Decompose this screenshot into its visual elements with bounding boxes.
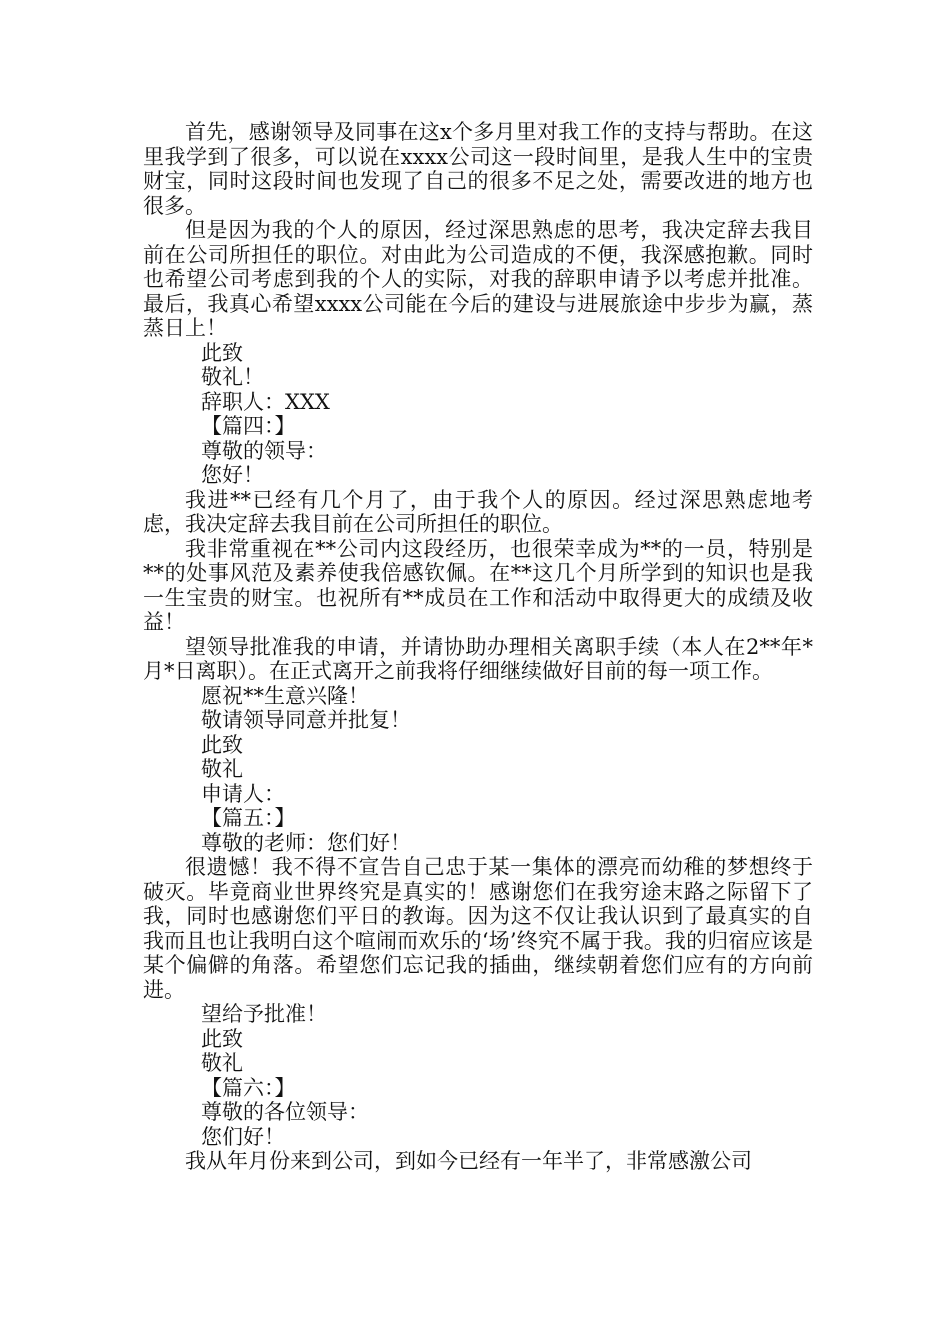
closing-cizhi-2: 此致	[201, 732, 243, 757]
closing-cizhi-3: 此致	[201, 1026, 243, 1051]
paragraph-reason: 但是因为我的个人的原因，经过深思熟虑的思考，我决定辞去我目前在公司所担任的职位。对由此为公司造成的不便，我深感抱歉。同时也希望公司考虑到我的个人的实际，对我的辞职申请予以考虑并批准。最后，我真心希望xxxx公司能在今后的建设与进展旅途中步步为赢，蒸蒸日上！	[143, 218, 813, 340]
salutation-leaders: 尊敬的各位领导：	[201, 1100, 369, 1124]
greeting: 您好！	[201, 463, 264, 487]
paragraph-experience: 我非常重视在**公司内这段经历，也很荣幸成为**的一员，特别是**的处事风范及素养使我倍感钦佩。在**这几个月所学到的知识也是我一生宝贵的财宝。也祝所有**成员在工作和活动中取得更大的成绩及收益！	[143, 536, 813, 634]
greeting-2: 您们好！	[201, 1124, 285, 1149]
closing-jingli-2: 敬礼	[201, 757, 243, 781]
paragraph-regret: 很遗憾！我不得不宣告自己忠于某一集体的漂亮而幼稚的梦想终于破灭。毕竟商业世界终究是真实的！感谢您们在我穷途末路之际留下了我，同时也感谢您们平日的教诲。因为这不仅让我认识到了最真实的自我而且也让我明白这个喧闹而欢乐的‘场’终究不属于我。我的归宿应该是某个偏僻的角落。希望您们忘记我的插曲，继续朝着您们应有的方向前进。	[143, 855, 813, 1002]
salutation-teachers: 尊敬的老师：您们好！	[201, 830, 411, 855]
approval-line: 望给予批准！	[201, 1002, 327, 1026]
document-body	[143, 120, 813, 1174]
approval-request: 敬请领导同意并批复！	[201, 708, 411, 732]
salutation-leader: 尊敬的领导：	[201, 438, 327, 463]
closing-jingli: 敬礼！	[201, 365, 264, 389]
section-heading-6: 【篇六：】	[201, 1075, 296, 1100]
paragraph-request: 望领导批准我的申请，并请协助办理相关离职手续（本人在2**年*月*日离职）。在正式离开之前我将仔细继续做好目前的每一项工作。	[143, 634, 813, 683]
signature-applicant: 申请人：	[201, 781, 285, 806]
paragraph-company-time: 我从年月份来到公司，到如今已经有一年半了，非常感激公司	[185, 1149, 752, 1173]
section-heading-4: 【篇四：】	[201, 414, 296, 438]
section-heading-5: 【篇五：】	[201, 806, 296, 830]
paragraph-entry: 我进**已经有几个月了，由于我个人的原因。经过深思熟虑地考虑，我决定辞去我目前在公司所担任的职位。	[143, 487, 813, 536]
signature-resigner: 辞职人：XXX	[201, 389, 330, 414]
wish-line: 愿祝**生意兴隆！	[201, 683, 369, 708]
closing-cizhi: 此致	[201, 340, 243, 365]
closing-jingli-3: 敬礼	[201, 1051, 243, 1075]
paragraph-thanks: 首先，感谢领导及同事在这x个多月里对我工作的支持与帮助。在这里我学到了很多，可以说在xxxx公司这一段时间里，是我人生中的宝贵财宝，同时这段时间也发现了自己的很多不足之处，需要改进的地方也很多。	[143, 120, 813, 218]
